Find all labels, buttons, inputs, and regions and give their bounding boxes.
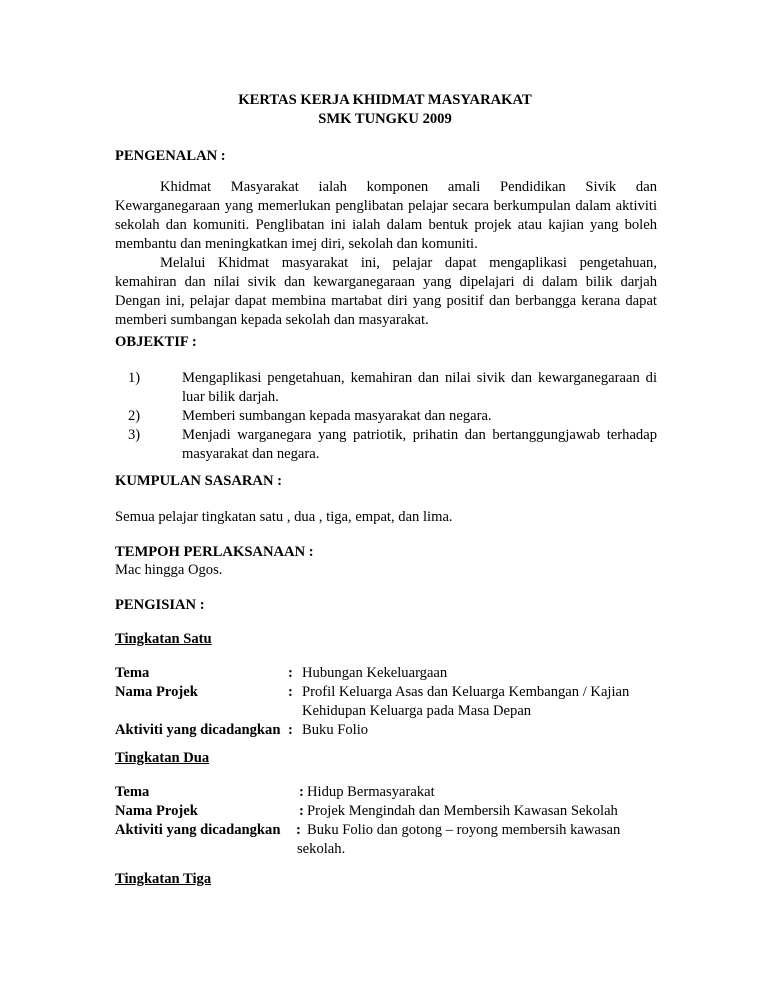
colon: : xyxy=(288,684,293,700)
document-title xyxy=(115,91,655,129)
detail-row-projek xyxy=(115,802,675,821)
title-line-1: KERTAS KERJA KHIDMAT MASYARAKAT xyxy=(238,92,532,108)
projek-label: Nama Projek xyxy=(115,803,198,819)
list-item xyxy=(115,407,657,426)
pengenalan-p2-line3: Dengan ini, pelajar dapat membina martabat diri yang positif dan berbangga kerana dapat xyxy=(115,293,657,309)
projek-value: Profil Keluarga Asas dan Keluarga Kembangan / Kajian xyxy=(302,684,630,700)
sasaran-text: Semua pelajar tingkatan satu , dua , tiga, empat, dan lima. xyxy=(115,509,453,525)
tema-label: Tema xyxy=(115,665,150,681)
colon: : xyxy=(288,722,293,738)
aktiviti-label: Aktiviti yang dicadangkan xyxy=(115,822,281,838)
detail-row-aktiviti xyxy=(115,721,675,740)
projek-value-cont: Kehidupan Keluarga pada Masa Depan xyxy=(302,703,532,719)
tema-label: Tema xyxy=(115,784,150,800)
pengenalan-p2-line4: memberi sumbangan kepada sekolah dan masyarakat. xyxy=(115,312,429,328)
pengenalan-p2-line1: Melalui Khidmat masyarakat ini, pelajar dapat mengaplikasi pengetahuan, xyxy=(160,255,657,271)
colon: : xyxy=(299,803,304,819)
detail-row-projek xyxy=(115,683,675,702)
tema-value: Hubungan Kekeluargaan xyxy=(302,665,448,681)
list-item-number: 1) xyxy=(128,370,141,386)
tempoh-heading: TEMPOH PERLAKSANAAN : xyxy=(115,544,314,560)
aktiviti-value-cont: sekolah. xyxy=(297,841,346,857)
projek-label: Nama Projek xyxy=(115,684,198,700)
list-item-number: 2) xyxy=(128,408,141,424)
aktiviti-value: Buku Folio xyxy=(302,722,369,738)
colon: : xyxy=(296,822,301,838)
sasaran-heading: KUMPULAN SASARAN : xyxy=(115,473,283,489)
projek-value: Projek Mengindah dan Membersih Kawasan Sekolah xyxy=(307,803,618,819)
detail-row-projek-cont xyxy=(115,702,675,721)
tempoh-text: Mac hingga Ogos. xyxy=(115,562,223,578)
detail-row-tema xyxy=(115,664,675,683)
tingkatan-dua-details xyxy=(115,783,675,859)
pengenalan-p1-rest: Kewarganegaraan yang memerlukan penglibatan pelajar secara berkumpulan dalam aktiviti sekolah dan komuniti. Penglibatan ini ialah dalam bentuk projek atau kajian yang boleh membantu dan meningkatkan imej diri, sekolah dan komuniti. xyxy=(115,198,657,252)
list-item-text-cont: luar bilik darjah. xyxy=(182,389,279,405)
pengenalan-p2-line2: kemahiran dan nilai sivik dan kewarganegaraan yang dipelajari di dalam bilik darjah xyxy=(115,274,657,290)
list-item-text: Menjadi warganegara yang patriotik, prihatin dan bertanggungjawab terhadap xyxy=(182,427,657,443)
detail-row-tema xyxy=(115,783,675,802)
colon: : xyxy=(288,665,293,681)
pengenalan-heading: PENGENALAN : xyxy=(115,148,226,164)
colon: : xyxy=(299,784,304,800)
objektif-heading: OBJEKTIF : xyxy=(115,334,197,350)
list-item-text: Mengaplikasi pengetahuan, kemahiran dan nilai sivik dan kewarganegaraan di xyxy=(182,370,657,386)
aktiviti-label: Aktiviti yang dicadangkan xyxy=(115,722,281,738)
pengenalan-paragraph-1 xyxy=(115,178,657,254)
pengisian-heading: PENGISIAN : xyxy=(115,597,205,613)
pengenalan-p1-line1: Khidmat Masyarakat ialah komponen amali Pendidikan Sivik dan xyxy=(160,179,657,195)
tingkatan-satu-heading: Tingkatan Satu xyxy=(115,631,212,647)
tingkatan-tiga-heading: Tingkatan Tiga xyxy=(115,871,212,887)
pengenalan-paragraph-2 xyxy=(115,254,657,330)
list-item xyxy=(115,426,657,464)
tema-value: Hidup Bermasyarakat xyxy=(307,784,435,800)
title-line-2: SMK TUNGKU 2009 xyxy=(318,111,452,127)
tingkatan-dua-heading: Tingkatan Dua xyxy=(115,750,210,766)
list-item-text: Memberi sumbangan kepada masyarakat dan negara. xyxy=(182,408,492,424)
list-item-text-cont: masyarakat dan negara. xyxy=(182,446,320,462)
aktiviti-value: Buku Folio dan gotong – royong membersih kawasan xyxy=(307,822,621,838)
tingkatan-satu-details xyxy=(115,664,675,740)
detail-row-aktiviti xyxy=(115,821,675,840)
objektif-list xyxy=(115,369,657,464)
list-item-number: 3) xyxy=(128,427,141,443)
list-item xyxy=(115,369,657,407)
detail-row-aktiviti-cont xyxy=(115,840,675,859)
